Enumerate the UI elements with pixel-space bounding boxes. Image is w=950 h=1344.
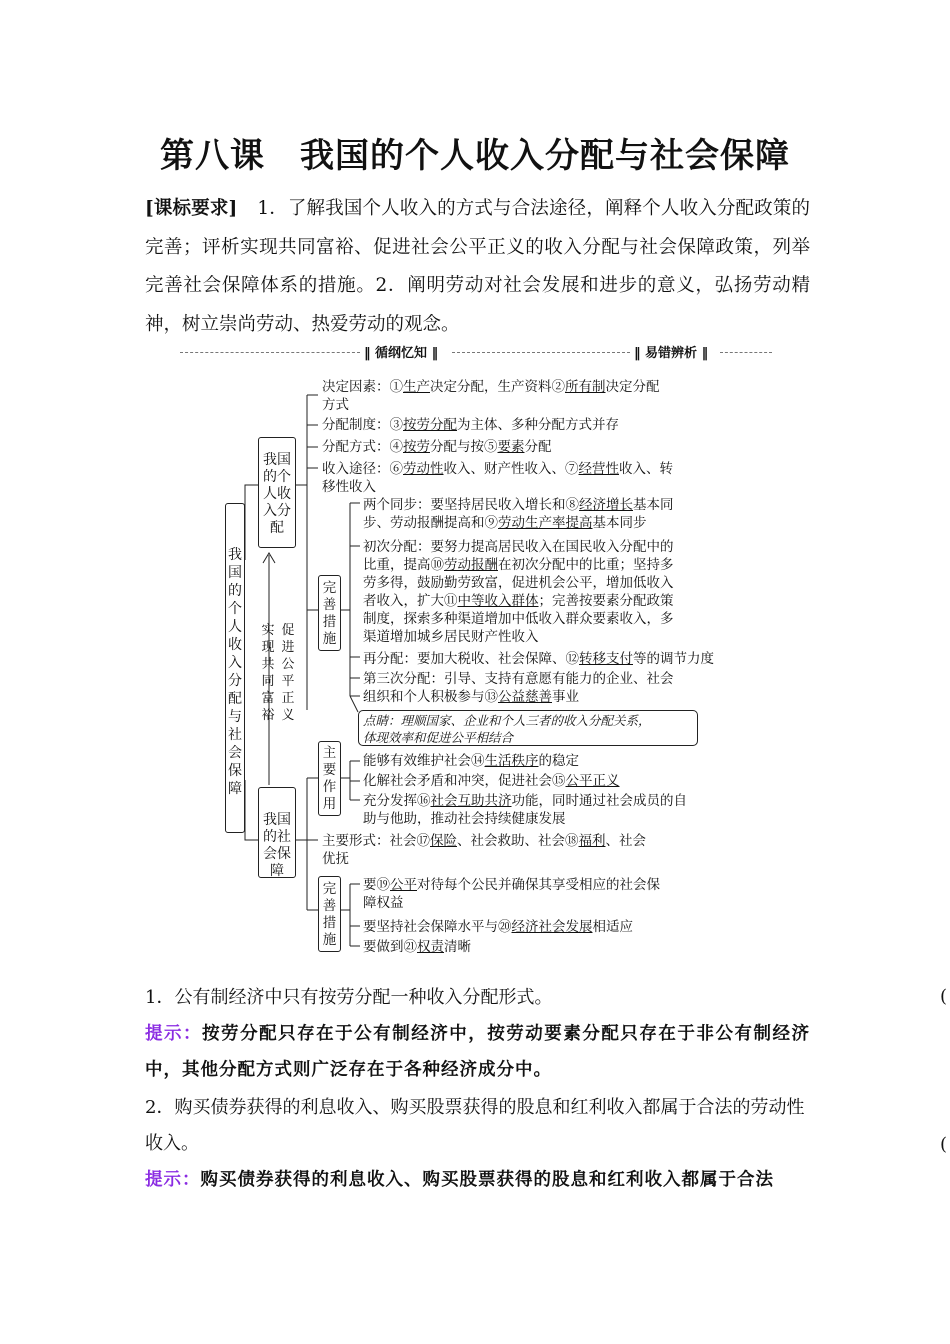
sec-measure-line [363, 938, 471, 956]
line-text: ；完善按要素分配政策 [538, 593, 674, 609]
line-text: 收入、财产性收入、⑦ [443, 461, 579, 477]
question-1: 1．公有制经济中只有按劳分配一种收入分配形式。 [145, 987, 553, 1008]
line-text: 渠道增加城乡居民财产性收入 [363, 629, 539, 645]
answer-paren-1[interactable]: ( [940, 986, 948, 1007]
line-text: 初次分配：要努力提高居民收入在国民收入分配中的 [363, 539, 674, 555]
line-text: 步、劳动报酬提高和⑨ [363, 515, 498, 531]
line-text: 能够有效维护社会⑭ [363, 753, 485, 769]
line-text: 充分发挥⑯ [363, 793, 431, 809]
measure-line [363, 670, 674, 688]
line-text: 功能，同时通过社会成员的自 [511, 793, 687, 809]
income-line [322, 478, 376, 496]
line-text: 要做到㉑ [363, 939, 417, 955]
line-text: 基本同步 [592, 515, 647, 531]
income-line [322, 416, 619, 434]
income-line [322, 378, 660, 396]
hint-2 [145, 1162, 810, 1198]
question-2: 2．购买债券获得的利息收入、购买股票获得的股息和红利收入都属于合法的劳动性收入。 [145, 1097, 805, 1154]
form-line [322, 832, 646, 850]
role-line [363, 752, 579, 770]
line-text: 比重，提高⑩ [363, 557, 444, 573]
side-label-common-prosperity: 实现共同富裕 [261, 623, 275, 723]
role-line [363, 772, 620, 790]
measure-line [363, 688, 579, 706]
answer-blank: 社会互助共济 [430, 793, 512, 809]
answer-blank: 中等收入群体 [457, 593, 539, 609]
form-line [322, 850, 349, 868]
line-text: 、社会 [605, 833, 646, 849]
measure-line [363, 592, 674, 610]
line-text: 分配方式：④ [322, 439, 403, 455]
security-measures-box: 完善措施 [318, 876, 341, 952]
line-text: 第三次分配：引导、支持有意愿有能力的企业、社会 [363, 671, 674, 687]
answer-blank: 要素 [497, 439, 525, 455]
answer-blank: 所有制 [565, 379, 606, 395]
section-tag-review: ‖ 循纲忆知 ‖ [364, 346, 439, 361]
measure-line [363, 610, 674, 628]
answer-blank: 按劳分配 [403, 417, 457, 433]
income-measures-box: 完善措施 [318, 575, 341, 651]
side-label-fairness: 促进公平正义 [281, 623, 295, 723]
note-line: 体现效率和促进公平相结合 [363, 730, 514, 745]
role-line [363, 810, 566, 828]
line-text: 分配 [524, 439, 552, 455]
role-line [363, 792, 687, 810]
section-tag-errors: ‖ 易错辨析 ‖ [634, 346, 709, 361]
hint-1 [145, 1016, 810, 1088]
line-text: 等的调节力度 [633, 651, 714, 667]
main-role-box: 主要作用 [318, 741, 341, 816]
social-security-box: 我国的社会保障 [258, 787, 296, 878]
answer-blank: 公平正义 [565, 773, 620, 789]
line-text: 决定分配，生产资料② [430, 379, 565, 395]
page-title: 第八课 我国的个人收入分配与社会保障 [160, 136, 790, 176]
line-text: 移性收入 [322, 479, 376, 495]
income-line [322, 460, 673, 478]
line-text: 、社会救助、社会⑱ [457, 833, 579, 849]
income-distribution-box: 我国的个人收入分配 [258, 437, 296, 548]
line-text: 的稳定 [538, 753, 579, 769]
answer-blank: 生活秩序 [484, 753, 539, 769]
measure-line [363, 574, 674, 592]
note-line: 点睛：理顺国家、企业和个人三者的收入分配关系， [363, 713, 651, 728]
sec-measure-line [363, 918, 633, 936]
answer-blank: 公益慈善 [498, 689, 552, 705]
requirements-text: 1．了解我国个人收入的方式与合法途径，阐释个人收入分配政策的完善；评析实现共同富裕、促进社会公平正义的收入分配与社会保障政策，列举完善社会保障体系的措施。2．阐明劳动对社会发展和进步的意义，弘扬劳动精神，树立崇尚劳动、热爱劳动的观念。 [145, 198, 810, 335]
line-text: 障权益 [363, 895, 404, 911]
line-text: 为主体、多种分配方式并存 [457, 417, 619, 433]
line-text: 收入途径：⑥ [322, 461, 403, 477]
line-text: 优抚 [322, 851, 349, 867]
answer-blank: 生产 [403, 379, 430, 395]
line-text: 事业 [552, 689, 579, 705]
answer-blank: 按劳 [403, 439, 430, 455]
answer-blank: 福利 [578, 833, 606, 849]
line-text: 者收入，扩大⑪ [363, 593, 458, 609]
line-text: 要⑲ [363, 877, 390, 893]
requirements-label: [课标要求] [145, 198, 238, 219]
line-text: 化解社会矛盾和冲突，促进社会⑮ [363, 773, 566, 789]
measure-line [363, 538, 674, 556]
line-text: 主要形式：社会⑰ [322, 833, 430, 849]
line-text: 再分配：要加大税收、社会保障、⑫ [363, 651, 579, 667]
answer-blank: 经济增长 [579, 497, 633, 513]
line-text: 决定因素：① [322, 379, 403, 395]
sec-measure-line [363, 876, 660, 894]
line-text: 相适应 [592, 919, 633, 935]
hint-label: 提示： [145, 1170, 201, 1190]
answer-blank: 权责 [417, 939, 444, 955]
hint-text: 购买债券获得的利息收入、购买股票获得的股息和红利收入都属于合法 [200, 1170, 774, 1190]
line-text: 清晰 [444, 939, 471, 955]
answer-blank: 经营性 [578, 461, 619, 477]
answer-blank: 转移支付 [579, 651, 633, 667]
hint-text: 按劳分配只存在于公有制经济中，按劳动要素分配只存在于非公有制经济中，其他分配方式则广泛存在于各种经济成分中。 [145, 1024, 811, 1080]
line-text: 方式 [322, 397, 349, 413]
sec-measure-line [363, 894, 404, 912]
line-text: 劳多得，鼓励勤劳致富，促进机会公平，增加低收入 [363, 575, 674, 591]
line-text: 分配与按⑤ [430, 439, 498, 455]
income-line [322, 438, 552, 456]
measure-line [363, 650, 714, 668]
income-line [322, 396, 349, 414]
line-text: 决定分配 [605, 379, 660, 395]
line-text: 基本同 [633, 497, 674, 513]
answer-blank: 公平 [390, 877, 417, 893]
answer-blank: 保险 [430, 833, 457, 849]
line-text: 要坚持社会保障水平与⑳ [363, 919, 512, 935]
measure-line [363, 496, 674, 514]
hint-label: 提示： [145, 1024, 203, 1044]
line-text: 助与他助，推动社会持续健康发展 [363, 811, 566, 827]
mindmap-root: 我国的个人收入分配与社会保障 [225, 503, 245, 833]
line-text: 对待每个公民并确保其享受相应的社会保 [417, 877, 660, 893]
answer-blank: 劳动性 [403, 461, 444, 477]
answer-blank: 经济社会发展 [511, 919, 593, 935]
line-text: 在初次分配中的比重；坚持多 [498, 557, 674, 573]
note-box [358, 710, 698, 746]
line-text: 收入、转 [619, 461, 673, 477]
measure-line [363, 514, 647, 532]
line-text: 组织和个人积极参与⑬ [363, 689, 498, 705]
line-text: 两个同步：要坚持居民收入增长和⑧ [363, 497, 579, 513]
answer-blank: 劳动生产率提高 [498, 515, 593, 531]
measure-line [363, 556, 674, 574]
measure-line [363, 628, 539, 646]
answer-paren-2[interactable]: ( [940, 1134, 948, 1155]
line-text: 制度，探索多种渠道增加中低收入群众要素收入，多 [363, 611, 674, 627]
answer-blank: 劳动报酬 [444, 557, 498, 573]
line-text: 分配制度：③ [322, 417, 403, 433]
